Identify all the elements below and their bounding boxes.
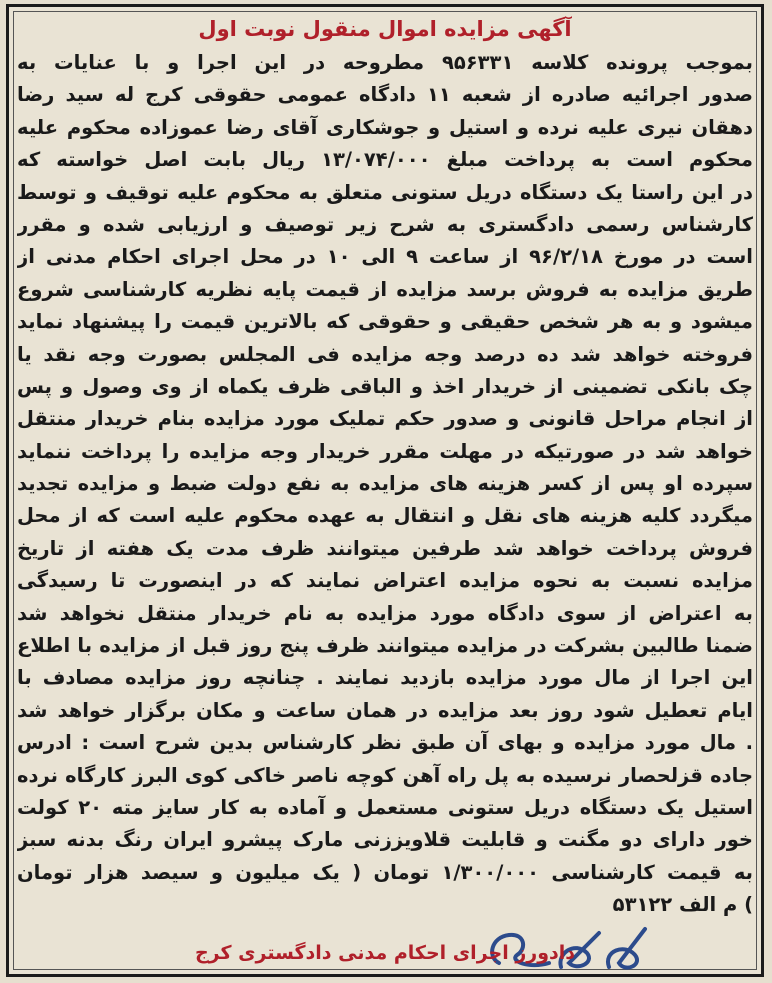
notice-line: خواهد شد در صورتیکه در مهلت مقرر خریدار وجه مزایده را پرداخت ننماید [17, 439, 753, 463]
notice-line: میشود و به هر شخص حقیقی و حقوقی که بالاترین قیمت را پیشنهاد نماید [17, 310, 753, 334]
notice-line: مزایده نسبت به نحوه مزایده اعتراض نمایند که در اینصورت تا رسیدگی [17, 569, 753, 593]
notice-line: خور دارای دو مگنت و قابلیت قلاویززنی مارک پیشرو ایران رنگ بدنه سبز [17, 828, 753, 852]
notice-body [17, 47, 753, 922]
notice-line: . مال مورد مزایده و بهای آن طبق نظر کارشناس بدین شرح است : ادرس [17, 731, 753, 755]
notice-line: فروخته خواهد شد ده درصد وجه مزایده فی المجلس بصورت وجه نقد یا [17, 342, 753, 366]
notice-line: بموجب پرونده کلاسه ۹۵۶۳۳۱ مطروحه در این اجرا و با عنایات به [17, 51, 753, 74]
notice-line: ) م الف ۵۳۱۲۲ [612, 893, 753, 917]
notice-line: استیل یک دستگاه دریل ستونی مستعمل و آماده به کار سایز مته ۲۰ کولت [17, 795, 753, 819]
notice-line: صدور اجرائیه صادره از شعبه ۱۱ دادگاه عمومی حقوقی کرج له سید رضا [17, 83, 753, 107]
notice-line: ضمنا طالبین بشرکت در مزایده میتوانند ظرف پنج روز قبل از مزایده با اطلاع [17, 634, 753, 658]
notice-title: آگهی مزایده اموال منقول نوبت اول [198, 17, 572, 41]
notice-line: این اجرا از مال مورد مزایده بازدید نمایند . چنانچه روز مزایده مصادف با [17, 666, 753, 690]
notice-line: جاده قزلحصار نرسیده به پل راه آهن کوچه ناصر خاکی کوی البرز کارگاه نرده [17, 763, 753, 787]
notice-line: محکوم است به پرداخت مبلغ ۱۳/۰۷۴/۰۰۰ ریال بابت اصل خواسته که [17, 148, 753, 172]
notice-line: میگردد کلیه هزینه های نقل و انتقال به عهده محکوم علیه است که از محل [17, 504, 753, 528]
notice-line: به اعتراض از سوی دادگاه مورد مزایده به نام خریدار منتقل نخواهد شد [17, 601, 753, 625]
notice-line: به قیمت کارشناسی ۱/۳۰۰/۰۰۰ تومان ( یک میلیون و سیصد هزار تومان [17, 860, 753, 884]
notice-signature: دادورز اجرای احکام مدنی دادگستری کرج [194, 942, 576, 964]
notice-line: در این راستا یک دستگاه دریل ستونی متعلق به محکوم علیه توقیف و توسط [17, 180, 753, 204]
notice-line: از انجام مراحل قانونی و صدور حکم تملیک مورد مزایده بنام خریدار منتقل [17, 407, 753, 431]
notice-line: طریق مزایده به فروش برسد مزایده از قیمت پایه نظریه کارشناسی شروع [17, 277, 753, 301]
notice-line: سپرده او پس از کسر هزینه های مزایده به نفع دولت ضبط و مزایده تجدید [17, 472, 753, 496]
notice-line: دهقان نیری علیه نرده و استیل و جوشکاری آقای رضا عموزاده محکوم علیه [17, 115, 753, 139]
notice-line: کارشناس رسمی دادگستری به شرح زیر توصیف و ارزیابی شده و مقرر [17, 212, 753, 236]
notice-frame [6, 4, 764, 977]
notice-line: فروش پرداخت خواهد شد طرفین میتوانند ظرف مدت یک هفته از تاریخ [17, 536, 753, 560]
notice-line: ایام تعطیل شود روز بعد مزایده در همان ساعت و مکان برگزار خواهد شد [17, 698, 753, 722]
notice-line: چک بانکی تضمینی از خریدار اخذ و الباقی ظرف یکماه از وی وصول و پس [17, 374, 753, 398]
notice-line: است در مورخ ۹۶/۲/۱۸ از ساعت ۹ الی ۱۰ در محل اجرای احکام مدنی از [17, 245, 753, 269]
